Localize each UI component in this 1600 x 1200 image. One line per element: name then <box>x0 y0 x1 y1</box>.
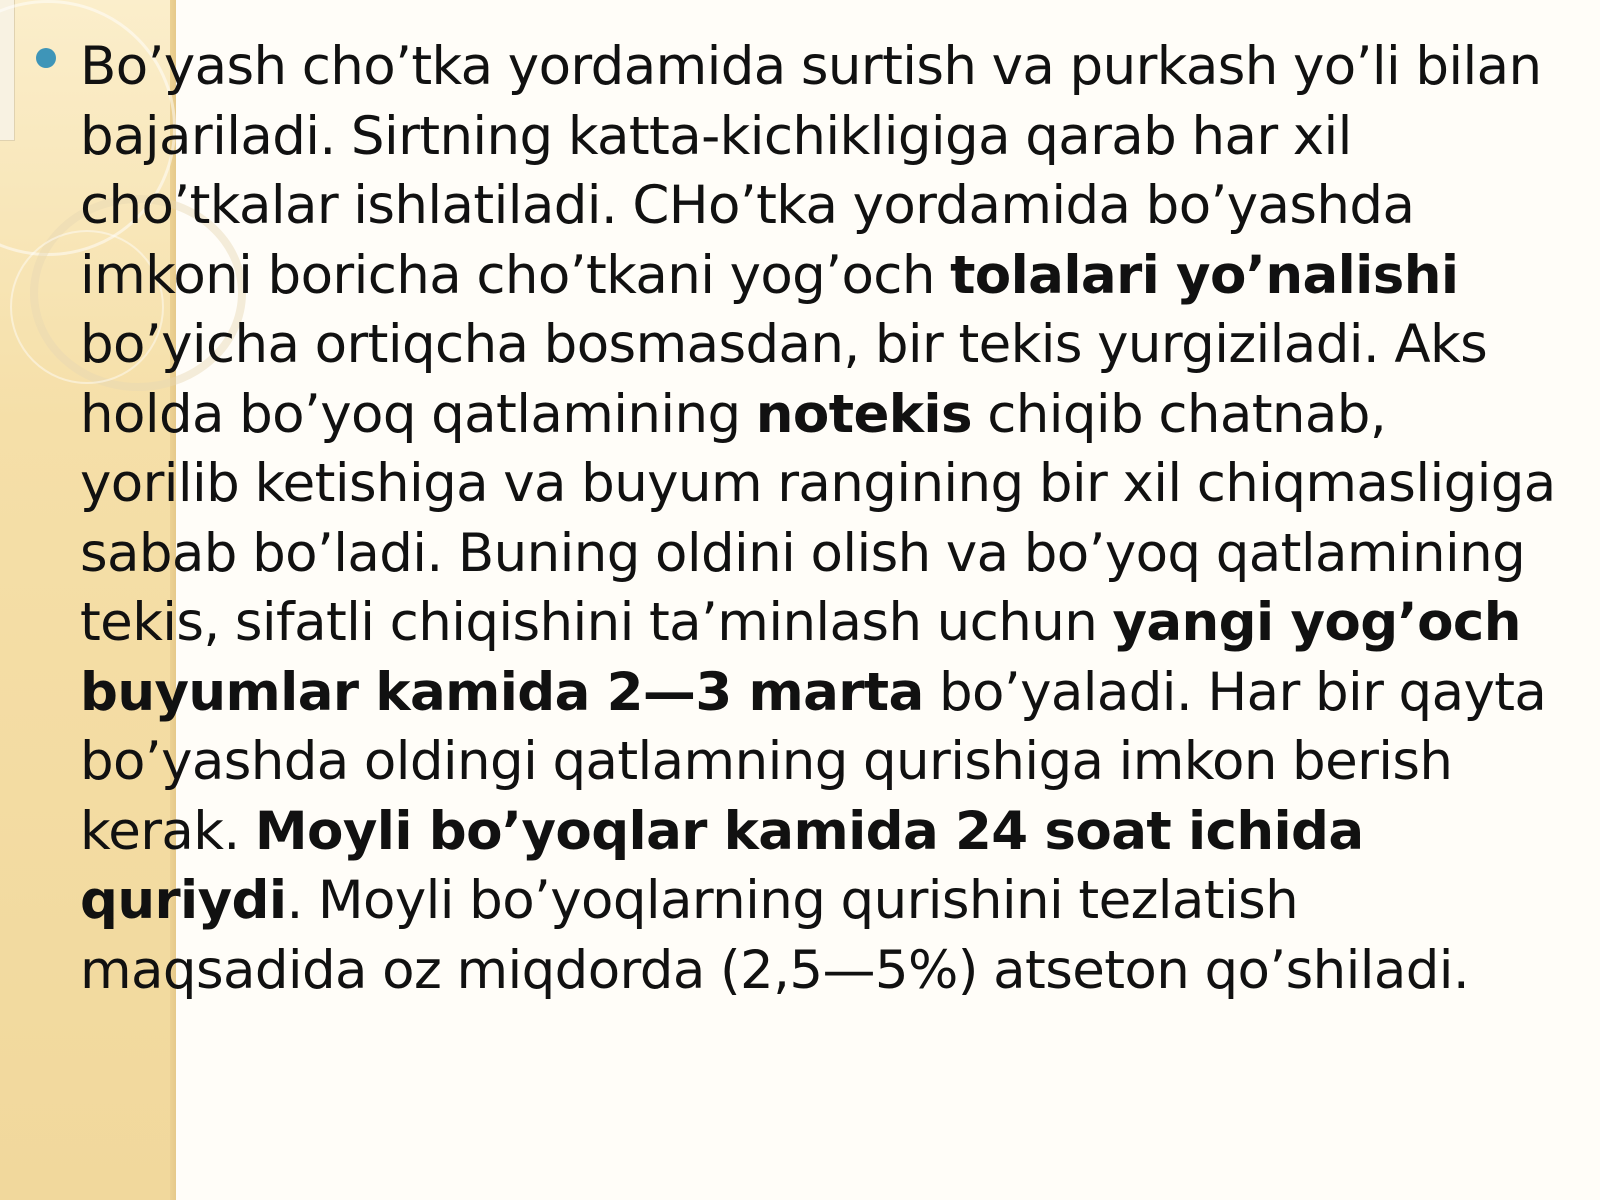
bullet-paragraph <box>80 32 1556 1005</box>
bold-text-segment: Moyli bo’yoqlar kamida 24 soat ichida quriydi <box>80 800 1364 931</box>
bold-text-segment: yangi yog’och buyumlar kamida 2—3 marta <box>80 592 1521 723</box>
text-segment: bo’yicha ortiqcha bosmasdan, bir tekis yurgiziladi. Aks holda bo’yoq qatlamining <box>80 314 1488 445</box>
text-segment: bo’yaladi. Har bir qayta bo’yashda oldingi qatlamning qurishiga imkon berish kerak. <box>80 661 1547 862</box>
bold-text-segment: notekis <box>755 383 972 445</box>
text-segment: . Moyli bo’yoqlarning qurishini tezlatish maqsadida oz miqdorda (2,5—5%) atseton qo’shiladi. <box>80 870 1470 1001</box>
bullet-dot-icon <box>36 48 56 68</box>
text-segment: Bo’yash cho’tka yordamida surtish va purkash yo’li bilan bajariladi. Sirtning katta-kichikligiga qarab har xil cho’tkalar ishlatiladi. CHo’tka yordamida bo’yashda imkoni boricha cho’tkani yog’och <box>80 36 1542 306</box>
bold-text-segment: tolalari yo’nalishi <box>950 244 1459 306</box>
slide-content <box>36 32 1556 1005</box>
text-segment: chiqib chatnab, yorilib ketishiga va buyum rangining bir xil chiqmasligiga sabab bo’ladi. Buning oldini olish va bo’yoq qatlamining tekis, sifatli chiqishini ta’minlash uchun <box>80 383 1556 653</box>
